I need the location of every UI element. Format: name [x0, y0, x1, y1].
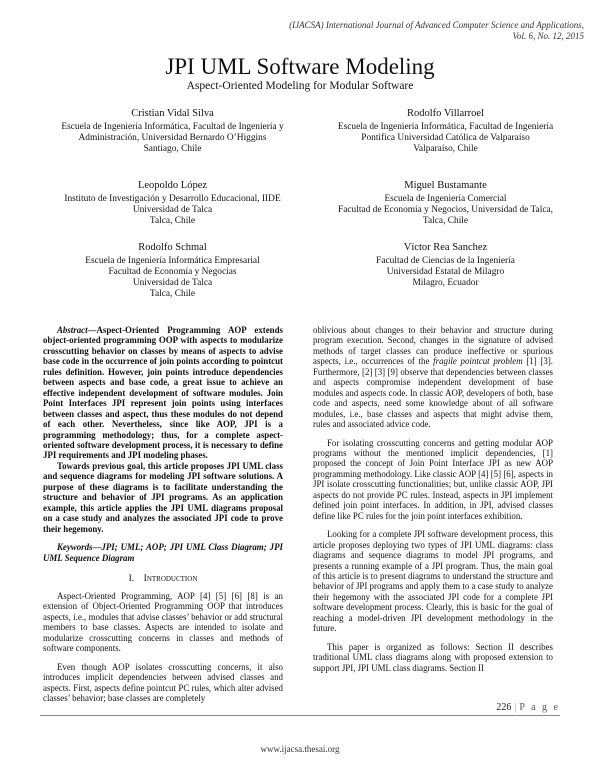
- body-paragraph: For isolating crosscutting concerns and getting modular AOP programs without the mentioned implicit dependencies, [1] proposed the concept of Join Point Interface JPI as new AOP programming methodology. Like classic AOP [4] [5] [6], aspects in JPI isolate crosscutting functionalities; but, unlike classic AOP, JPI aspects do not provide PC rules. Instead, aspects in JPI implement defined join point interfaces. In addition, in JPI, advised classes define like PC rules for the join point interfaces exhibition.: [313, 437, 553, 521]
- author-affiliation: Facultad de Economía y Negocias: [108, 267, 237, 277]
- author-affiliation: Instituto de Investigación y Desarrollo Educacional, IIDE: [64, 194, 281, 204]
- author-affiliation: Valparaíso, Chile: [413, 144, 478, 154]
- author-block: [313, 107, 578, 155]
- emphasis-text: fragile pointcut problem: [433, 356, 523, 367]
- body-paragraph: This paper is organized as follows: Section II describes traditional UML class diagrams along with proposed extension to support JPI, JPI UML class diagrams. Section II: [313, 641, 553, 673]
- right-column: [313, 325, 553, 673]
- footer-url: www.ijacsa.thesai.org: [260, 744, 340, 754]
- journal-header: [224, 20, 584, 42]
- left-column: [43, 325, 283, 704]
- paper-title: JPI UML Software Modeling: [165, 54, 435, 79]
- intro-paragraph: Aspect-Oriented Programming, AOP [4] [5] [6] [8] is an extension of Object-Oriented Programming OOP that introduces aspects, i.e., modules that advise classes’ behavior or add structural members to base classes. Aspects are intended to isolate and modularize crosscutting concerns in classes and methods of software components.: [43, 590, 283, 654]
- author-name: Cristian Vidal Silva: [131, 108, 214, 119]
- author-affiliation: Escuela de Ingeniería Comercial: [384, 194, 507, 204]
- author-affiliation: Escuela de Ingeniería Informática Empresarial: [85, 256, 260, 266]
- author-affiliation: Administración, Universidad Bernardo O’Higgins: [78, 133, 267, 143]
- paper-subtitle: Aspect-Oriented Modeling for Modular Software: [186, 80, 414, 92]
- author-affiliation: Talca, Chile: [422, 216, 469, 226]
- keywords-text: JPI; UML; AOP; JPI UML Class Diagram; JPI UML Sequence Diagram: [43, 542, 283, 563]
- author-affiliation: Escuela de Ingeniería Informática, Facultad de Ingeniería: [337, 122, 554, 132]
- author-affiliation: Talca, Chile: [149, 289, 196, 299]
- page-label: P a g e: [519, 702, 560, 713]
- author-name: Leopoldo López: [137, 180, 208, 191]
- author-affiliation: Universidad Estatal de Milagro: [386, 267, 505, 277]
- body-paragraph: Looking for a complete JPI software development process, this article proposes deploying two types of JPI UML diagrams: class diagrams and sequence diagrams to model JPI programs, and presents a running example of a JPI program. Thus, the main goal of this article is to present diagrams to understand the structure and behavior of JPI programs and apply them to a case study to analyze their hegemony with the associated JPI code for a complete JPI software development process. Clearly, this is basic for the goal of reaching a model-driven JPI development methodology in the future.: [313, 529, 553, 634]
- keywords-label: Keywords—: [57, 542, 102, 553]
- abstract-text: Aspect-Oriented Programming AOP extends object-oriented programming OOP with aspects to modularize crosscutting behavior on classes by means of aspects to advise base code in the occurrence of join points according to pointcut rules definition. However, join points introduce dependencies between aspects and base code, a great issue to achieve an effective independent development of software modules. Join Point Interfaces JPI represent join points using interfaces between classes and aspect, thus these modules do not depend of each other. Nevertheless, since like AOP, JPI is a programming methodology; thus, for a complete aspect-oriented software development process, it is necessary to define JPI requirements and JPI modeling phases.: [43, 325, 283, 461]
- journal-line-2: Vol. 6, No. 12, 2015: [512, 31, 584, 41]
- author-affiliation: Universidad de Talca: [132, 205, 213, 215]
- author-name: Víctor Rea Sanchez: [403, 242, 488, 253]
- author-affiliation: Milagro, Ecuador: [412, 278, 479, 288]
- abstract: [43, 325, 283, 461]
- author-affiliation: Escuela de Ingeniería Informática, Facultad de Ingeniería y: [61, 122, 284, 132]
- abstract-label: Abstract—: [57, 325, 97, 335]
- section-number: I.: [128, 573, 135, 584]
- author-block: [313, 179, 578, 227]
- intro-paragraph: Even though AOP isolates crosscutting concerns, it also introduces implicit dependencies between advised classes and aspects. First, aspects define pointcut PC rules, which alter advised classes’ behavior; base classes are completely: [43, 661, 283, 704]
- footer-divider: [40, 715, 560, 716]
- author-block: [40, 241, 305, 300]
- keywords: [43, 542, 283, 563]
- body-paragraph: [313, 325, 553, 430]
- author-block: [40, 107, 305, 155]
- journal-line-1: (IJACSA) International Journal of Advanced Computer Science and Applications,: [289, 20, 584, 30]
- author-affiliation: Universidad de Talca: [132, 278, 213, 288]
- paragraph-text: [1] [3]. Furthermore, [2] [3] [9] observe that dependencies between classes and aspects compromise independent development of base modules and aspects code. In classic AOP, developers of both, base code and aspects, need some knowledge about of all software modules, i.e., base classes and aspects that might advise them, rules and associated advice code.: [313, 356, 553, 430]
- page-number: 226 | P a g e: [496, 702, 560, 713]
- section-title: Introduction: [143, 573, 198, 584]
- author-affiliation: Santiago, Chile: [143, 144, 202, 154]
- author-affiliation: Facultad de Economía y Negocios, Universidad de Talca,: [338, 205, 553, 215]
- page-number-value: 226: [496, 702, 512, 713]
- abstract-paragraph-2: Towards previous goal, this article proposes JPI UML class and sequence diagrams for modeling JPI software solutions. A purpose of these diagrams is to facilitate understanding the structure and behavior of JPI programs. As an application example, this article applies the JPI UML diagrams proposal on a case study and analyzes the associated JPI code to prove their hegemony.: [43, 460, 283, 534]
- author-name: Rodolfo Villarroel: [406, 108, 485, 119]
- author-affiliation: Facultad de Ciencias de la Ingeniería: [376, 256, 515, 266]
- section-heading: [43, 573, 283, 585]
- author-name: Rodolfo Schmal: [138, 242, 207, 253]
- author-affiliation: Pontifica Universidad Católica de Valparaíso: [361, 133, 530, 143]
- author-block: [313, 241, 578, 289]
- author-block: [40, 179, 305, 227]
- author-affiliation: Talca, Chile: [149, 216, 196, 226]
- author-name: Miguel Bustamante: [404, 180, 487, 191]
- paragraph-text: oblivious about changes to their behavior and structure during program execution. Second, changes in the signature of advised methods of target classes can produce ineffective or spurious aspects, i.e., occurrences of the: [313, 325, 553, 367]
